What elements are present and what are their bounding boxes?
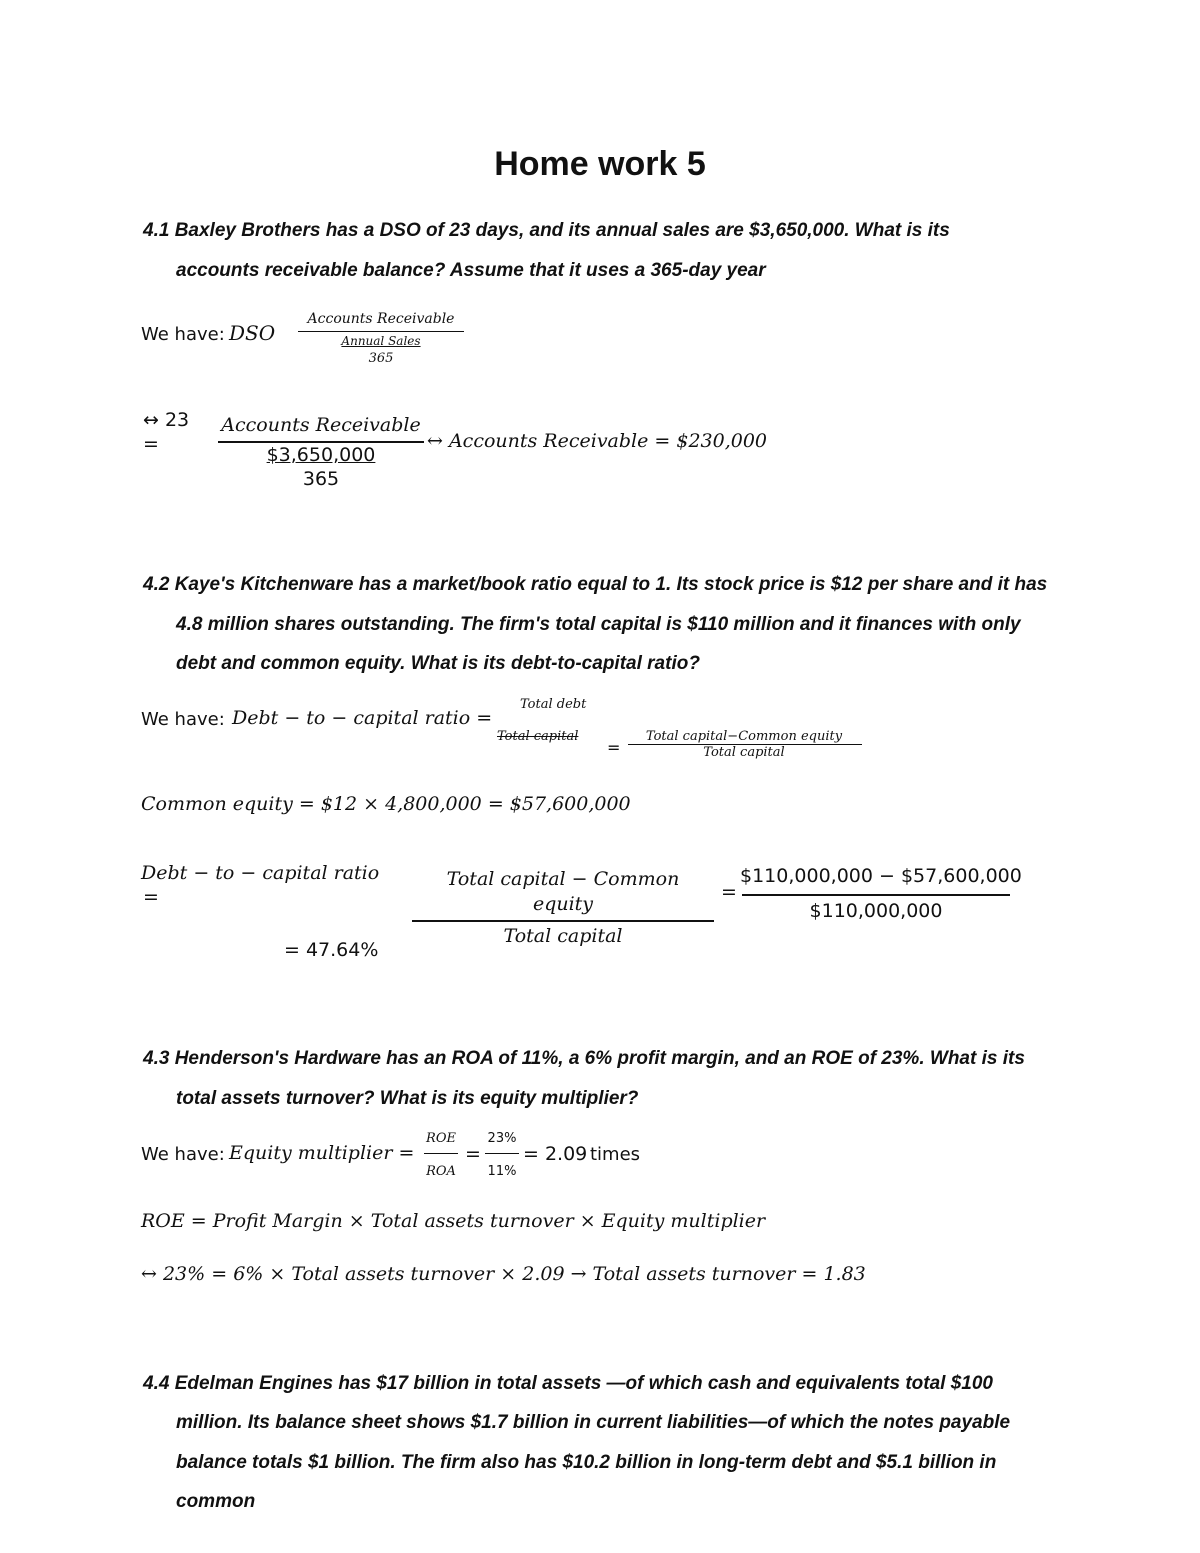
question-4-2-line-1: 4.2 Kaye's Kitchenware has a market/book ratio equal to 1. Its stock price is $12 per share and it has [143,574,1048,595]
equity-multiplier-result: = 2.09 [523,1143,588,1165]
equals-sign: = [465,1143,481,1165]
total-capital-denominator: Total capital [703,745,785,760]
question-4-2-line-2: 4.8 million shares outstanding. The firm's total capital is $110 million and it finances with only [176,614,1021,635]
dso-fraction-numerator: Accounts Receivable [307,311,455,327]
capital-minus-equity-numerator-2: equity [532,893,594,915]
we-have-label: We have: [141,1144,225,1165]
numeric-denominator: $110,000,000 [809,900,943,922]
arrow-23: ↔ 23 [143,409,190,431]
question-4-2-line-3: debt and common equity. What is its debt-to-capital ratio? [176,653,700,674]
fraction-bar [485,1153,519,1154]
dso-fraction-denominator-bottom: 365 [368,351,394,366]
question-4-4-line-1: 4.4 Edelman Engines has $17 billion in total assets —of which cash and equivalents total $100 [143,1373,993,1394]
numeric-numerator: $110,000,000 − $57,600,000 [740,865,1022,887]
we-have-label: We have: [141,324,225,345]
total-debt-numerator: Total debt [520,697,587,712]
fraction-bar [412,920,714,922]
question-4-3-line-1: 4.3 Henderson's Hardware has an ROA of 11%, a 6% profit margin, and an ROE of 23%. What is its [143,1048,1025,1069]
equity-multiplier-label: Equity multiplier = [229,1142,415,1164]
page-title: Home work 5 [494,145,706,183]
total-capital-denominator: Total capital [503,925,623,947]
question-4-1-line-1: 4.1 Baxley Brothers has a DSO of 23 days, and its annual sales are $3,650,000. What is its [143,220,950,241]
dso-symbol: DSO [229,321,276,345]
equals-sign: = [143,886,159,908]
roa-denominator: ROA [426,1164,456,1179]
times-label: times [590,1144,641,1165]
question-4-1-line-2: accounts receivable balance? Assume that it uses a 365-day year [176,260,766,281]
equals-sign: = [721,881,737,903]
debt-to-capital-result: = 47.64% [284,939,379,961]
question-4-3-line-2: total assets turnover? What is its equity multiplier? [176,1088,639,1109]
ar-fraction-denominator-bottom: 365 [302,468,340,490]
total-assets-turnover-equation: ↔ 23% = 6% × Total assets turnover × 2.09 → Total assets turnover = 1.83 [141,1263,866,1285]
11-percent-denominator: 11% [487,1164,517,1179]
capital-minus-equity-numerator-1: Total capital − Common [446,868,680,890]
ar-fraction-numerator: Accounts Receivable [221,414,421,436]
roe-dupont-equation: ROE = Profit Margin × Total assets turnover × Equity multiplier [141,1210,766,1232]
we-have-label: We have: [141,709,225,730]
debt-to-capital-label-2: Debt − to − capital ratio [141,862,380,884]
ar-fraction-denominator-top: $3,650,000 [266,444,376,466]
capital-minus-equity-numerator: Total capital−Common equity [645,729,843,744]
dso-fraction-denominator-top: Annual Sales [341,334,421,348]
question-4-4-line-3: balance totals $1 billion. The firm also has $10.2 billion in long-term debt and $5.1 billion in [176,1452,997,1473]
ar-fraction-bar [218,441,424,443]
question-4-4-line-4: common [176,1491,256,1512]
fraction-bar [424,1153,458,1154]
ar-result: ↔ Accounts Receivable = $230,000 [427,430,768,452]
fraction-bar [742,894,1010,896]
common-equity-equation: Common equity = $12 × 4,800,000 = $57,600,000 [141,793,631,815]
dso-fraction-bar [298,331,464,332]
roe-numerator: ROE [426,1131,456,1146]
equals-sign: = [607,738,621,757]
question-4-4-line-2: million. Its balance sheet shows $1.7 billion in current liabilities—of which the notes payable [176,1412,1011,1433]
total-capital-denominator: Total capital [497,729,579,744]
23-percent-numerator: 23% [487,1131,517,1146]
equals-sign: = [143,433,159,455]
debt-to-capital-label: Debt − to − capital ratio = [232,707,493,729]
